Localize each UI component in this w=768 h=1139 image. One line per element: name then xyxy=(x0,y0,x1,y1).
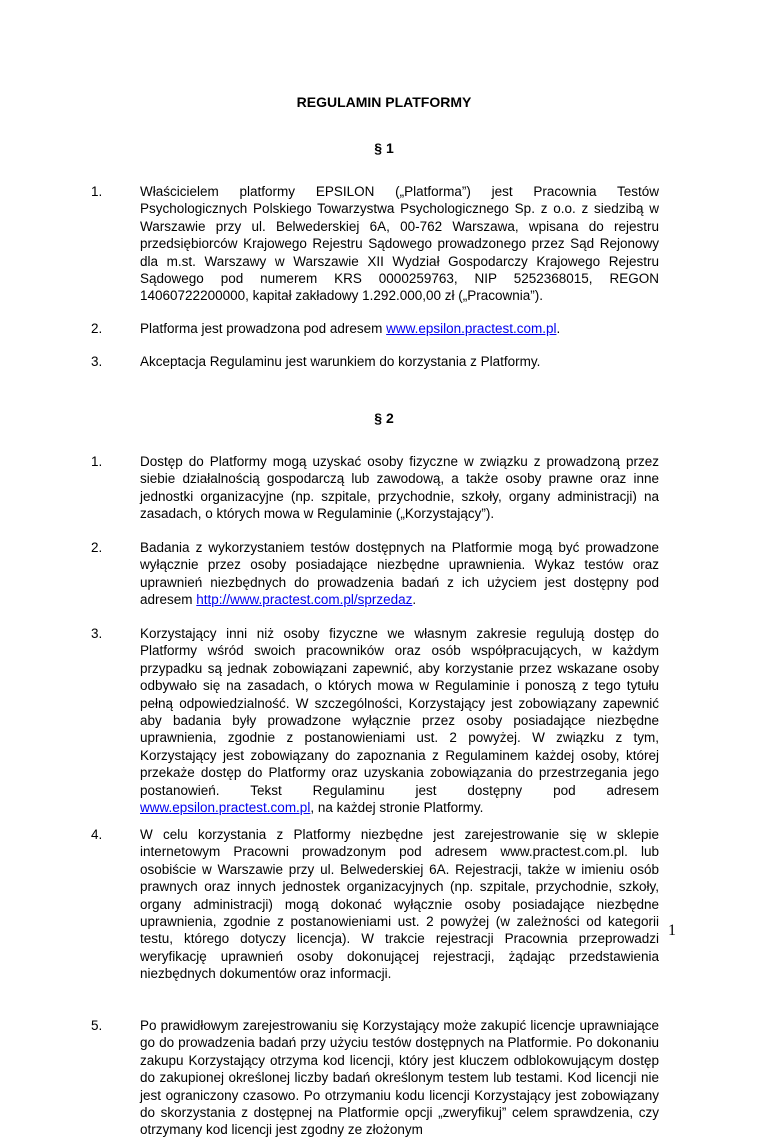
section-heading-2: § 2 xyxy=(374,410,394,426)
platform-link[interactable]: www.epsilon.practest.com.pl xyxy=(386,321,557,336)
clause-text: Po prawidłowym zarejestrowaniu się Korzystający może zakupić licencje uprawniające go do prowadzenia badań przy użyciu testów dostępnych na Platformie. Po dokonaniu zakupu Korzystający otrzyma kod licencji, który jest kluczem odblokowującym dostęp do zakupionej określonej liczby badań określonym testem lub testami. Kod licencji nie jest ograniczony czasowo. Po otrzymaniu kodu licencji Korzystający jest zobowiązany do skorzystania z dostępnej na Platformie opcji „zweryfikuj” celem sprawdzenia, czy otrzymany kod licencji jest zgodny ze złożonym xyxy=(140,1018,659,1138)
clause-text: W celu korzystania z Platformy niezbędne jest zarejestrowanie się w sklepie internetowym Pracowni prowadzonym pod adresem www.practest.com.pl. lub osobiście w Warszawie przy ul. Belwederskiej 6A. Rejestracji, także w imieniu osób prawnych oraz innych jednostek organizacyjnych (np. szpitale, przychodnie, szkoły, organy administracji) mogą dokonać wyłącznie osoby posiadające niezbędne uprawnienia, zgodnie z postanowieniami ust. 2 powyżej (w zależności od kategorii testu, którego dotyczy licencja). W trakcie rejestracji Pracownia przeprowadzi weryfikację uprawnień osoby dokonującej rejestracji, żądając przedstawienia niezbędnych dokumentów oraz informacji. xyxy=(140,827,659,982)
clause-number: 1. xyxy=(91,184,103,199)
clause-text-after: . xyxy=(412,592,417,608)
clause-number: 2. xyxy=(91,321,103,336)
clause-number: 3. xyxy=(91,354,103,369)
clause-number: 1. xyxy=(91,454,103,469)
clause-text-before: Korzystający inni niż osoby fizyczne we własnym zakresie regulują dostęp do Platformy wśród swoich pracowników oraz osób współpracujących, w każdym przypadku są jednak zobowiązani zapewnić, aby korzystanie przez wskazane osoby odbywało się na zasadach, o których mowa w Regulaminie i ponoszą z tego tytułu pełną odpowiedzialność. W szczególności, Korzystający jest zobowiązany zapewnić aby badania były prowadzone wyłącznie przez osoby posiadające niezbędne uprawnienia, zgodnie z postanowieniami ust. 2 powyżej. W związku z tym, Korzystający jest zobowiązany do zapoznania z Regulaminem każdej osoby, której przekaże dostęp do Platformy oraz uzyskania zobowiązania do przestrzegania jego postanowień. Tekst Regulaminu jest dostępny pod adresem xyxy=(140,626,659,798)
clause-number: 3. xyxy=(91,626,103,641)
page-number: 1 xyxy=(668,922,676,939)
clause-text: Właścicielem platformy EPSILON („Platforma”) jest Pracownia Testów Psychologicznych Polskiego Towarzystwa Psychologicznego Sp. z o.o. z siedzibą w Warszawie przy ul. Belwederskiej 6A, 00-762 Warszawa, wpisana do rejestru przedsiębiorców Krajowego Rejestru Sądowego prowadzonego przez Sąd Rejonowy dla m.st. Warszawy w Warszawie XII Wydział Gospodarczy Krajowego Rejestru Sądowego pod numerem KRS 0000259763, NIP 5252368015, REGON 14060722200000, kapitał zakładowy 1.292.000,00 zł („Pracownia”). xyxy=(140,184,659,304)
clause-text: Akceptacja Regulaminu jest warunkiem do korzystania z Platformy. xyxy=(140,354,541,369)
platform-link[interactable]: www.epsilon.practest.com.pl xyxy=(140,800,311,816)
sales-link[interactable]: http://www.practest.com.pl/sprzedaz xyxy=(196,592,413,608)
clause-text: Dostęp do Platformy mogą uzyskać osoby fizyczne w związku z prowadzoną przez siebie działalnością gospodarczą lub zawodową, a także osoby prawne oraz inne jednostki organizacyjne (np. szpitale, przychodnie, szkoły, organy administracji) na zasadach, o których mowa w Regulaminie („Korzystający”). xyxy=(140,454,659,522)
clause-text xyxy=(140,625,659,816)
document-title: REGULAMIN PLATFORMY xyxy=(296,94,472,110)
clause-number: 2. xyxy=(91,540,103,555)
clause-text-after: . xyxy=(556,321,561,336)
clause-text-after: , na każdej stronie Platformy. xyxy=(310,800,484,816)
clause-text-before: Platforma jest prowadzona pod adresem xyxy=(140,321,387,336)
section-heading-1: § 1 xyxy=(374,140,394,156)
clause-number: 5. xyxy=(91,1018,103,1033)
clause-text xyxy=(140,320,659,337)
clause-text xyxy=(140,539,659,609)
clause-text-before: Badania z wykorzystaniem testów dostępnych na Platformie mogą być prowadzone wyłącznie przez osoby posiadające niezbędne uprawnienia. Wykaz testów oraz uprawnień niezbędnych do prowadzenia badań z ich użyciem jest dostępny pod adresem xyxy=(140,540,659,608)
clause-number: 4. xyxy=(91,827,103,842)
